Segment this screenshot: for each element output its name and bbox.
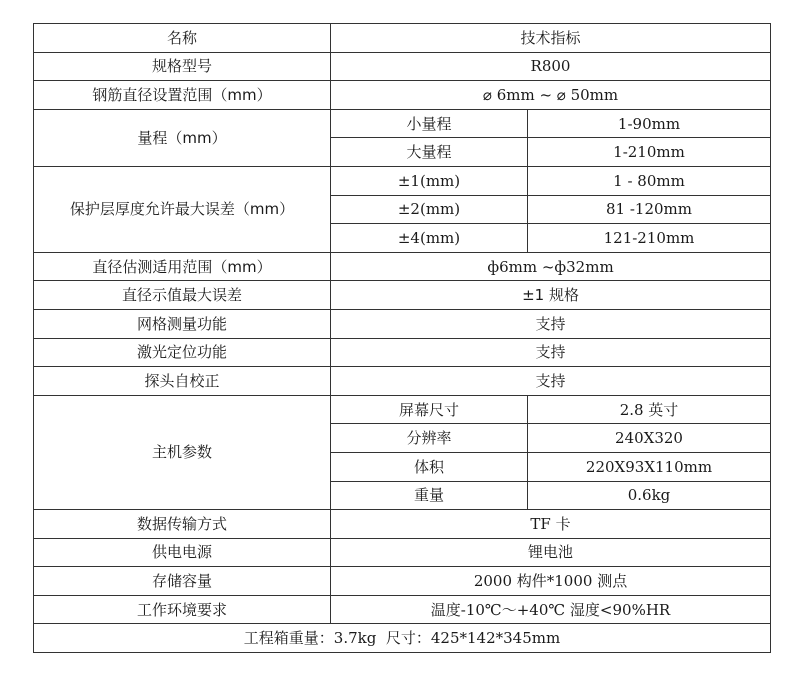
table-row [34,595,771,624]
row-label: 直径示值最大误差 [34,281,331,310]
sub-value: 0.6kg [528,481,771,510]
row-value: ф6mm ~ф32mm [331,252,771,281]
sub-label: 分辨率 [331,424,528,453]
row-label: 主机参数 [34,395,331,509]
row-value: ⌀ 6mm ~ ⌀ 50mm [331,81,771,110]
sub-value: 2.8 英寸 [528,395,771,424]
row-value: 锂电池 [331,538,771,567]
table-row [34,52,771,81]
row-value: 支持 [331,309,771,338]
row-value: R800 [331,52,771,81]
sub-value: 1-90mm [528,109,771,138]
sub-label: ±2(mm) [331,195,528,224]
row-value: ±1 规格 [331,281,771,310]
sub-label: ±1(mm) [331,166,528,195]
sub-label: 小量程 [331,109,528,138]
row-label: 保护层厚度允许最大误差（mm） [34,166,331,252]
row-label: 直径估测适用范围（mm） [34,252,331,281]
row-label: 规格型号 [34,52,331,81]
row-label: 网格测量功能 [34,309,331,338]
table-row [34,510,771,539]
table-row [34,281,771,310]
row-label: 工作环境要求 [34,595,331,624]
table-row [34,81,771,110]
row-value: TF 卡 [331,510,771,539]
sub-label: ±4(mm) [331,224,528,253]
sub-value: 1 - 80mm [528,166,771,195]
row-value: 温度-10℃～+40℃ 湿度<90%HR [331,595,771,624]
table-row [34,367,771,396]
row-label: 钢筋直径设置范围（mm） [34,81,331,110]
table-footer-row [34,624,771,653]
sub-value: 240X320 [528,424,771,453]
sub-value: 121-210mm [528,224,771,253]
table-row [34,166,771,195]
header-spec: 技术指标 [331,24,771,53]
row-label: 探头自校正 [34,367,331,396]
table-row [34,395,771,424]
sub-label: 重量 [331,481,528,510]
sub-value: 1-210mm [528,138,771,167]
row-label: 量程（mm） [34,109,331,166]
row-label: 激光定位功能 [34,338,331,367]
row-value: 支持 [331,338,771,367]
row-label: 数据传输方式 [34,510,331,539]
table-header-row [34,24,771,53]
table-row [34,567,771,596]
table-row [34,538,771,567]
table-row [34,252,771,281]
sub-value: 81 -120mm [528,195,771,224]
row-label: 供电电源 [34,538,331,567]
row-label: 存储容量 [34,567,331,596]
sub-value: 220X93X110mm [528,452,771,481]
row-value: 2000 构件*1000 测点 [331,567,771,596]
spec-table [33,23,771,653]
table-row [34,109,771,138]
footer-note: 工程箱重量：3.7kg 尺寸：425*142*345mm [34,624,771,653]
sub-label: 体积 [331,452,528,481]
sub-label: 屏幕尺寸 [331,395,528,424]
header-name: 名称 [34,24,331,53]
table-row [34,309,771,338]
table-row [34,338,771,367]
sub-label: 大量程 [331,138,528,167]
row-value: 支持 [331,367,771,396]
